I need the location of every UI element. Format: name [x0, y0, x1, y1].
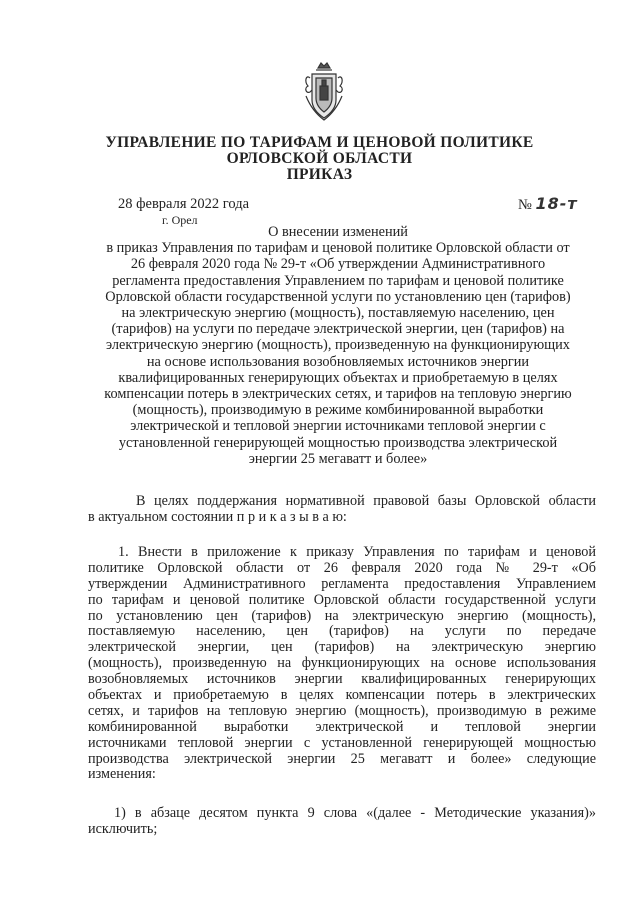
- title-line: в приказ Управления по тарифам и ценовой политике Орловской области от: [106, 240, 570, 257]
- title-line: компенсации потерь в электрических сетях, и тарифов на тепловую энергию: [104, 386, 572, 403]
- handwritten-number: 18-т: [535, 194, 578, 213]
- item-1-line: изменения:: [88, 766, 156, 783]
- title-line: (мощность), производимую в режиме комбинированной выработки: [132, 402, 544, 419]
- item-1-line: электрической энергии, цен (тарифов) на электрическую энергию: [88, 639, 596, 656]
- org-name-line1: УПРАВЛЕНИЕ ПО ТАРИФАМ И ЦЕНОВОЙ ПОЛИТИКЕ: [105, 134, 534, 151]
- title-line: установленной генерирующей мощностью производства электрической: [118, 434, 558, 451]
- number-sign: №: [518, 197, 532, 213]
- document-type: ПРИКАЗ: [286, 166, 353, 183]
- preamble-paragraph: [88, 494, 596, 526]
- order-title: [78, 224, 598, 467]
- item-1-line: по тарифам и ценовой политике Орловской области государственной услуги: [88, 591, 596, 608]
- subitem-1-paragraph: [88, 806, 596, 838]
- item-1-line: политике Орловской области от 26 февраля 2020 года № 29-т «Об: [88, 559, 596, 576]
- org-name-line2: ОРЛОВСКОЙ ОБЛАСТИ: [226, 150, 413, 167]
- subitem-1-line: 1) в абзаце десятом пункта 9 слова «(далее - Методические указания)»: [114, 805, 596, 821]
- item-1-paragraph: [88, 545, 596, 783]
- item-1-line: возобновляемых источников энергии квалифицированных генерирующих: [88, 671, 596, 688]
- subitem-1-line: исключить;: [88, 820, 158, 837]
- title-line: квалифицированных генерирующих объектах и приобретаемую в целях: [118, 369, 558, 386]
- title-line: Орловской области государственной услуги по установлению цен (тарифов): [105, 288, 571, 305]
- item-1-line: утверждении Административного регламента предоставления Управлением: [88, 575, 596, 592]
- title-line: на электрическую энергию (мощность), поставляемую населению, цен: [121, 305, 555, 322]
- item-1-line: производства электрической энергии 25 мегаватт и более» следующие: [88, 750, 596, 767]
- item-1-line: сетях, и тарифов на тепловую энергию (мощность), производимую в режиме: [88, 702, 596, 719]
- item-1-line: поставляемую населению, цен (тарифов) на услуги по передаче: [88, 623, 596, 640]
- order-city: г. Орел: [162, 213, 198, 227]
- item-1-line: по установлению цен (тарифов) на электрическую энергию (мощность),: [88, 607, 596, 624]
- title-line: регламента предоставления Управлением по тарифам и ценовой политике: [112, 272, 564, 289]
- preamble-line: в актуальном состоянии п р и к а з ы в а ю:: [88, 508, 347, 525]
- title-line: на основе использования возобновляемых источников энергии: [146, 353, 530, 370]
- title-line: О внесении изменений: [268, 224, 408, 240]
- order-date: 28 февраля 2022 года: [118, 196, 250, 212]
- title-line: (тарифов) на услуги по передаче электрической энергии, цен (тарифов) на: [111, 321, 565, 338]
- item-1-line: объектах и приобретаемую в целях компенсации потерь в электрических: [88, 687, 596, 704]
- title-line: электрическую энергию (мощность), произведенную на функционирующих: [106, 337, 570, 354]
- coat-of-arms-emblem: [300, 60, 348, 122]
- item-1-line: комбинированной выработки электрической и тепловой энергии: [88, 718, 596, 735]
- order-number: [518, 194, 578, 214]
- title-line: 26 февраля 2020 года № 29-т «Об утверждении Административного: [130, 256, 546, 273]
- title-line: энергии 25 мегаватт и более»: [248, 450, 428, 467]
- item-1-line: 1. Внести в приложение к приказу Управления по тарифам и ценовой: [118, 544, 596, 560]
- preamble-line: В целях поддержания нормативной правовой базы Орловской области: [136, 493, 596, 509]
- item-1-line: источниками тепловой энергии с установленной генерирующей мощностью: [88, 734, 596, 751]
- item-1-line: (мощность), произведенную на функционирующих на основе использования: [88, 655, 596, 672]
- title-line: электрической и тепловой энергии источниками тепловой энергии с: [130, 418, 546, 435]
